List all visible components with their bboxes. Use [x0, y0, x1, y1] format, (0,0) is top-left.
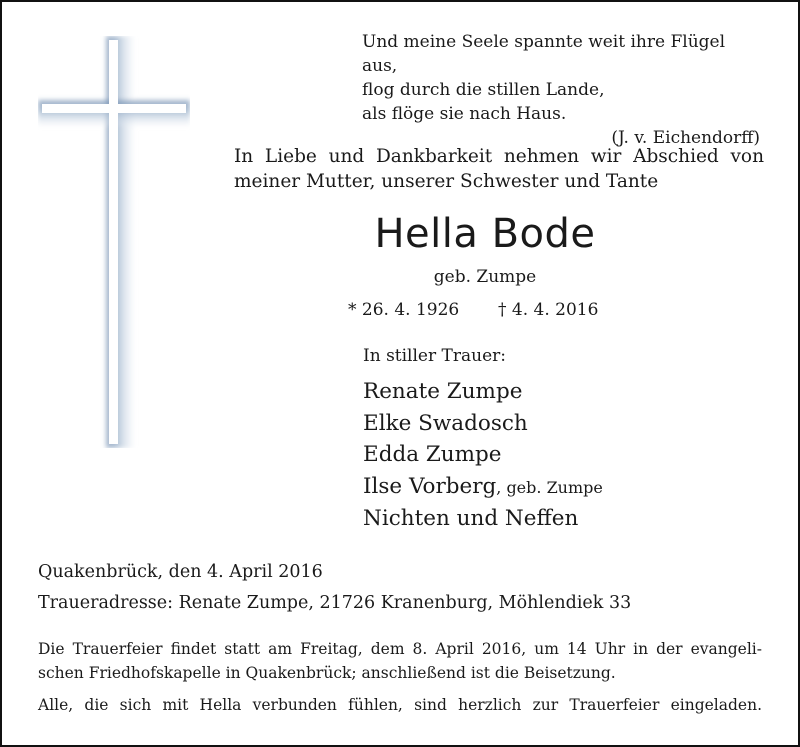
- mourner-name: Renate Zumpe: [363, 379, 523, 404]
- death-date: † 4. 4. 2016: [498, 300, 599, 320]
- mourner-birth-name: , geb. Zumpe: [496, 477, 603, 497]
- birth-date: * 26. 4. 1926: [348, 300, 460, 320]
- mourning-label: In stiller Trauer:: [363, 346, 506, 366]
- poem-author: (J. v. Eichendorff): [611, 128, 760, 148]
- mourner-item: [363, 471, 603, 504]
- poem-line: als flöge sie nach Haus.: [362, 104, 567, 124]
- intro-line: In Liebe und Dankbarkeit nehmen wir Abschied von: [234, 146, 764, 167]
- funeral-line: schen Friedhofskapelle in Quakenbrück; anschließend ist die Beisetzung.: [38, 664, 616, 682]
- mourning-address: Traueradresse: Renate Zumpe, 21726 Kranenburg, Möhlendiek 33: [38, 593, 632, 613]
- funeral-line: Die Trauerfeier findet statt am Freitag, dem 8. April 2016, um 14 Uhr in der evangeli-: [38, 640, 762, 658]
- mourner-name: Nichten und Neffen: [363, 506, 579, 531]
- birth-name: geb. Zumpe: [433, 267, 537, 287]
- poem: [362, 30, 762, 150]
- mourner-name: Elke Swadosch: [363, 410, 528, 436]
- invitation-text: Alle, die sich mit Hella verbunden fühlen, sind herzlich zur Trauerfeier eingeladen.: [38, 696, 762, 714]
- mourner-name: Edda Zumpe: [363, 442, 502, 467]
- poem-line: flog durch die stillen Lande,: [362, 80, 605, 100]
- place-date: Quakenbrück, den 4. April 2016: [38, 562, 323, 582]
- poem-line: Und meine Seele spannte weit ihre Flügel aus,: [362, 32, 726, 76]
- intro-text: [234, 144, 764, 194]
- funeral-info: [38, 637, 762, 685]
- intro-line: meiner Mutter, unserer Schwester und Tante: [234, 171, 659, 192]
- mourner-list: [363, 376, 603, 535]
- deceased-name: Hella Bode: [374, 211, 596, 257]
- mourner-name: Ilse Vorberg: [363, 473, 497, 499]
- cross-icon: [38, 36, 190, 448]
